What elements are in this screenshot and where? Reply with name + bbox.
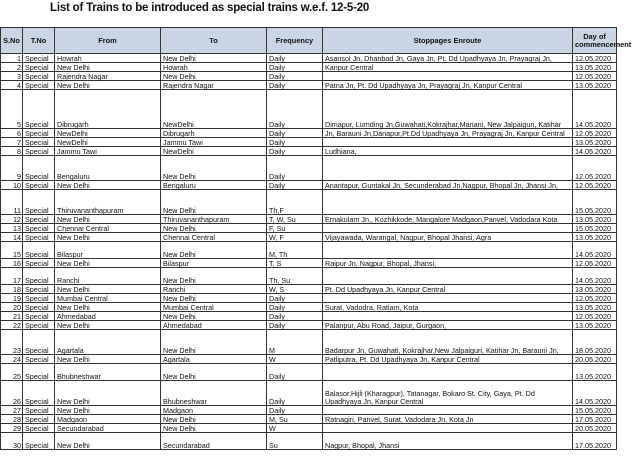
table-row xyxy=(1,147,617,156)
cell-from: New Delhi xyxy=(55,406,161,415)
sheet-title: List of Trains to be introduced as special trains w.e.f. 12-5-20 xyxy=(50,2,370,14)
cell-stoppages: Jn, Barauni Jn,Danapur,Pt.Dd Upadhyaya Jn, Prayagraj Jn, Kanpur Central xyxy=(323,129,573,138)
cell-sno: 12 xyxy=(1,215,23,224)
cell-sno: 7 xyxy=(1,138,23,147)
cell-tno: Special xyxy=(23,156,55,181)
cell-stoppages: Pt. Dd Upadhyaya Jn, Kanpur Central xyxy=(323,285,573,294)
cell-tno: Special xyxy=(23,81,55,90)
cell-from: New Delhi xyxy=(55,81,161,90)
cell-to: New Delhi xyxy=(161,190,267,215)
cell-tno: Special xyxy=(23,181,55,190)
cell-day: 17.05.2020 xyxy=(573,433,617,450)
cell-frequency: Daily xyxy=(267,321,323,330)
trains-table xyxy=(0,27,632,450)
cell-day: 15.05.2020 xyxy=(573,406,617,415)
cell-stoppages: Asansol Jn, Dhanbad Jn, Gaya Jn, Pt. Dd Upadhyaya Jn, Prayagraj Jn, xyxy=(323,54,573,63)
cell-from: New Delhi xyxy=(55,355,161,364)
cell-day: 12.05.2020 xyxy=(573,129,617,138)
cell-tno: Special xyxy=(23,242,55,259)
cell-from: New Delhi xyxy=(55,181,161,190)
table-row xyxy=(1,285,617,294)
cell-sno: 13 xyxy=(1,224,23,233)
table-row xyxy=(1,63,617,72)
cell-from: Dibrugarh xyxy=(55,90,161,129)
cell-to: Bilaspur xyxy=(161,259,267,268)
cell-frequency: Th,F xyxy=(267,190,323,215)
cell-to: New Delhi xyxy=(161,72,267,81)
table-row xyxy=(1,138,617,147)
cell-stoppages: Palanpur, Abu Road, Jaipur, Gurgaon, xyxy=(323,321,573,330)
table-row xyxy=(1,54,617,63)
cell-sno: 16 xyxy=(1,259,23,268)
cell-sno: 25 xyxy=(1,364,23,381)
cell-day: 13.05.2020 xyxy=(573,364,617,381)
cell-from: New Delhi xyxy=(55,433,161,450)
cell-frequency: Daily xyxy=(267,90,323,129)
cell-frequency: M xyxy=(267,330,323,355)
cell-frequency: Daily xyxy=(267,138,323,147)
cell-to: Chennai Central xyxy=(161,233,267,242)
cell-frequency: Daily xyxy=(267,303,323,312)
cell-from: New Delhi xyxy=(55,259,161,268)
cell-stoppages xyxy=(323,224,573,233)
cell-from: Madgaon xyxy=(55,415,161,424)
cell-tno: Special xyxy=(23,54,55,63)
cell-frequency: Daily xyxy=(267,156,323,181)
cell-tno: Special xyxy=(23,294,55,303)
cell-frequency: Daily xyxy=(267,72,323,81)
cell-to: NewDelhi xyxy=(161,90,267,129)
table-row xyxy=(1,224,617,233)
cell-tno: Special xyxy=(23,224,55,233)
cell-from: Thiruvananthapuram xyxy=(55,190,161,215)
cell-sno: 18 xyxy=(1,285,23,294)
cell-stoppages xyxy=(323,242,573,259)
table-row xyxy=(1,406,617,415)
cell-day: 17.05.2020 xyxy=(573,415,617,424)
cell-from: New Delhi xyxy=(55,215,161,224)
cell-to: New Delhi xyxy=(161,156,267,181)
cell-sno: 9 xyxy=(1,156,23,181)
cell-to: Bhubneshwar xyxy=(161,381,267,406)
cell-to: New Delhi xyxy=(161,364,267,381)
cell-frequency: W xyxy=(267,424,323,433)
cell-day: 12.05.2020 xyxy=(573,259,617,268)
cell-day: 12.05.2020 xyxy=(573,72,617,81)
cell-day: 18.05.2020 xyxy=(573,330,617,355)
cell-stoppages: Ratnagiri, Panvel, Surat, Vadodara Jn, Kota Jn xyxy=(323,415,573,424)
cell-stoppages: Patna Jn, Pt. Dd Upadhyaya Jn, Prayagraj Jn, Kanpur Central xyxy=(323,81,573,90)
cell-stoppages xyxy=(323,138,573,147)
table-row xyxy=(1,312,617,321)
cell-frequency: W, S xyxy=(267,285,323,294)
col-header-day-of-commencement: Day of commencement xyxy=(573,28,617,54)
cell-to: Ranchi xyxy=(161,285,267,294)
table-row xyxy=(1,303,617,312)
col-header-tno: T.No xyxy=(23,28,55,54)
cell-day: 14.05.2020 xyxy=(573,381,617,406)
cell-day: 13.05.2020 xyxy=(573,285,617,294)
cell-tno: Special xyxy=(23,424,55,433)
cell-day: 12.05.2020 xyxy=(573,156,617,181)
cell-tno: Special xyxy=(23,364,55,381)
cell-sno: 6 xyxy=(1,129,23,138)
cell-from: NewDelhi xyxy=(55,129,161,138)
cell-sno: 10 xyxy=(1,181,23,190)
cell-sno: 4 xyxy=(1,81,23,90)
cell-from: Howrah xyxy=(55,54,161,63)
cell-day: 15.05.2020 xyxy=(573,190,617,215)
table-row xyxy=(1,381,617,406)
cell-sno: 29 xyxy=(1,424,23,433)
cell-frequency: W, F xyxy=(267,233,323,242)
cell-to: Thiruvananthapuram xyxy=(161,215,267,224)
cell-tno: Special xyxy=(23,355,55,364)
cell-frequency: F, Su xyxy=(267,224,323,233)
cell-tno: Special xyxy=(23,303,55,312)
cell-sno: 15 xyxy=(1,242,23,259)
col-header-to: To xyxy=(161,28,267,54)
cell-sno: 28 xyxy=(1,415,23,424)
cell-stoppages xyxy=(323,190,573,215)
cell-from: Ranchi xyxy=(55,268,161,285)
cell-stoppages xyxy=(323,72,573,81)
cell-from: Ahmedabad xyxy=(55,312,161,321)
table-row xyxy=(1,268,617,285)
cell-frequency: T, W, Su xyxy=(267,215,323,224)
table-row xyxy=(1,190,617,215)
cell-from: Mumbai Central xyxy=(55,294,161,303)
cell-tno: Special xyxy=(23,190,55,215)
cell-stoppages: Surat, Vadodra, Ratlam, Kota xyxy=(323,303,573,312)
cell-frequency: Daily xyxy=(267,147,323,156)
cell-from: New Delhi xyxy=(55,63,161,72)
cell-sno: 22 xyxy=(1,321,23,330)
cell-sno: 5 xyxy=(1,90,23,129)
cell-frequency: M, Su xyxy=(267,415,323,424)
cell-sno: 27 xyxy=(1,406,23,415)
table-row xyxy=(1,364,617,381)
cell-stoppages xyxy=(323,294,573,303)
cell-tno: Special xyxy=(23,90,55,129)
cell-tno: Special xyxy=(23,381,55,406)
cell-stoppages xyxy=(323,312,573,321)
cell-tno: Special xyxy=(23,233,55,242)
cell-tno: Special xyxy=(23,330,55,355)
cell-sno: 26 xyxy=(1,381,23,406)
col-header-from: From xyxy=(55,28,161,54)
cell-frequency: M, Th xyxy=(267,242,323,259)
col-header-frequency: Frequency xyxy=(267,28,323,54)
table-row xyxy=(1,242,617,259)
cell-to: Jammu Tawi xyxy=(161,138,267,147)
cell-day: 12.05.2020 xyxy=(573,294,617,303)
cell-tno: Special xyxy=(23,259,55,268)
cell-frequency: Daily xyxy=(267,406,323,415)
cell-day: 15.05.2020 xyxy=(573,224,617,233)
table-row xyxy=(1,330,617,355)
cell-sno: 14 xyxy=(1,233,23,242)
cell-from: NewDelhi xyxy=(55,138,161,147)
cell-stoppages: Ludhiana, xyxy=(323,147,573,156)
cell-to: Agartala xyxy=(161,355,267,364)
cell-tno: Special xyxy=(23,147,55,156)
cell-from: Rajendra Nagar xyxy=(55,72,161,81)
cell-day: 13.05.2020 xyxy=(573,303,617,312)
cell-to: Rajendra Nagar xyxy=(161,81,267,90)
cell-sno: 20 xyxy=(1,303,23,312)
cell-tno: Special xyxy=(23,63,55,72)
cell-sno: 30 xyxy=(1,433,23,450)
cell-sno: 24 xyxy=(1,355,23,364)
cell-frequency: Th, Su xyxy=(267,268,323,285)
cell-sno: 23 xyxy=(1,330,23,355)
table-row xyxy=(1,129,617,138)
cell-tno: Special xyxy=(23,433,55,450)
cell-from: Chennai Central xyxy=(55,224,161,233)
cell-day: 12.05.2020 xyxy=(573,181,617,190)
cell-to: New Delhi xyxy=(161,268,267,285)
cell-day: 14.05.2020 xyxy=(573,147,617,156)
cell-stoppages: Ernakulam Jn,, Kozhikkode, Mangalore Madgaon,Panvel, Vadodara Kota xyxy=(323,215,573,224)
table-row xyxy=(1,72,617,81)
cell-sno: 3 xyxy=(1,72,23,81)
cell-frequency: Daily xyxy=(267,181,323,190)
cell-stoppages xyxy=(323,156,573,181)
cell-tno: Special xyxy=(23,321,55,330)
cell-from: New Delhi xyxy=(55,381,161,406)
cell-day: 12.05.2020 xyxy=(573,312,617,321)
cell-to: New Delhi xyxy=(161,224,267,233)
cell-to: New Delhi xyxy=(161,424,267,433)
cell-tno: Special xyxy=(23,406,55,415)
cell-from: Agartala xyxy=(55,330,161,355)
cell-sno: 17 xyxy=(1,268,23,285)
cell-day: 14.05.2020 xyxy=(573,242,617,259)
cell-stoppages xyxy=(323,406,573,415)
cell-frequency: Daily xyxy=(267,312,323,321)
cell-sno: 19 xyxy=(1,294,23,303)
table-row xyxy=(1,90,617,129)
cell-day: 13.05.2020 xyxy=(573,138,617,147)
cell-day: 13.05.2020 xyxy=(573,233,617,242)
cell-frequency: T, S xyxy=(267,259,323,268)
table-row xyxy=(1,181,617,190)
table-row xyxy=(1,415,617,424)
cell-tno: Special xyxy=(23,312,55,321)
cell-stoppages: Anantapur, Guntakal Jn, Secunderabad Jn,Nagpur, Bhopal Jn, Jhansi Jn, xyxy=(323,181,573,190)
cell-from: Bilaspur xyxy=(55,242,161,259)
cell-to: Madgaon xyxy=(161,406,267,415)
cell-to: New Delhi xyxy=(161,54,267,63)
cell-to: New Delhi xyxy=(161,330,267,355)
cell-stoppages: Raipur Jn, Nagpur, Bhopal, Jhansi, xyxy=(323,259,573,268)
cell-sno: 11 xyxy=(1,190,23,215)
cell-day: 13.05.2020 xyxy=(573,63,617,72)
cell-tno: Special xyxy=(23,268,55,285)
cell-to: New Delhi xyxy=(161,415,267,424)
cell-to: Bengaluru xyxy=(161,181,267,190)
table-row xyxy=(1,424,617,433)
col-header-stoppages: Stoppages Enroute xyxy=(323,28,573,54)
cell-frequency: W xyxy=(267,355,323,364)
cell-from: Bengaluru xyxy=(55,156,161,181)
cell-frequency: Daily xyxy=(267,54,323,63)
cell-sno: 8 xyxy=(1,147,23,156)
cell-tno: Special xyxy=(23,215,55,224)
cell-from: Bhubneshwar xyxy=(55,364,161,381)
cell-stoppages: Dimapur, Lumding Jn,Guwahati,Kokrajhar,Mariani, New Jalpaiguri, Katihar xyxy=(323,90,573,129)
table-row xyxy=(1,433,617,450)
cell-to: Mumbai Central xyxy=(161,303,267,312)
table-row xyxy=(1,294,617,303)
cell-frequency: Daily xyxy=(267,381,323,406)
cell-day: 20.05.2020 xyxy=(573,424,617,433)
table-row xyxy=(1,215,617,224)
cell-day: 14.05.2020 xyxy=(573,268,617,285)
cell-tno: Special xyxy=(23,72,55,81)
cell-frequency: Daily xyxy=(267,63,323,72)
cell-to: Secundarabad xyxy=(161,433,267,450)
table-row xyxy=(1,156,617,181)
cell-sno: 1 xyxy=(1,54,23,63)
cell-to: New Delhi xyxy=(161,294,267,303)
cell-day: 20.05.2020 xyxy=(573,355,617,364)
cell-frequency: Daily xyxy=(267,81,323,90)
cell-tno: Special xyxy=(23,415,55,424)
cell-stoppages: Balasor,Hijli (Kharagpur), Tatanagar, Bokaro St. City, Gaya, Pt. Dd Upadhyaya Jn, Kanpur Central xyxy=(323,381,573,406)
cell-to: New Delhi xyxy=(161,312,267,321)
header-row xyxy=(1,28,617,54)
cell-day: 13.05.2020 xyxy=(573,321,617,330)
cell-stoppages: Vijayawada, Warangal, Nagpur, Bhopal Jhansi, Agra xyxy=(323,233,573,242)
cell-from: New Delhi xyxy=(55,233,161,242)
cell-sno: 2 xyxy=(1,63,23,72)
cell-stoppages: Badarpur Jn, Guwahati, Kokrajhar,New Jalpaiguri, Katihar Jn, Barauni Jn, xyxy=(323,330,573,355)
cell-day: 14.05.2020 xyxy=(573,90,617,129)
cell-stoppages: Kanpur Central xyxy=(323,63,573,72)
cell-to: Ahmedabad xyxy=(161,321,267,330)
cell-from: Jammu Tawi xyxy=(55,147,161,156)
cell-frequency: Daily xyxy=(267,129,323,138)
table-row xyxy=(1,259,617,268)
cell-stoppages: Nagpur, Bhopal, Jhansi xyxy=(323,433,573,450)
table-row xyxy=(1,355,617,364)
col-header-sno: S.No xyxy=(1,28,23,54)
cell-day: 13.05.2020 xyxy=(573,215,617,224)
cell-tno: Special xyxy=(23,285,55,294)
cell-stoppages xyxy=(323,268,573,285)
cell-from: New Delhi xyxy=(55,321,161,330)
cell-stoppages xyxy=(323,364,573,381)
cell-to: Dibrugarh xyxy=(161,129,267,138)
cell-from: New Delhi xyxy=(55,303,161,312)
cell-day: 13.05.2020 xyxy=(573,81,617,90)
table-row xyxy=(1,321,617,330)
cell-day: 12.05.2020 xyxy=(573,54,617,63)
table-body xyxy=(1,54,617,450)
cell-from: New Delhi xyxy=(55,285,161,294)
cell-stoppages xyxy=(323,424,573,433)
cell-stoppages: Patliputra, Pt. Dd Upadhyaya Jn, Kanpur Central xyxy=(323,355,573,364)
cell-tno: Special xyxy=(23,138,55,147)
cell-frequency: Su xyxy=(267,433,323,450)
cell-frequency: Daily xyxy=(267,294,323,303)
cell-sno: 21 xyxy=(1,312,23,321)
cell-to: NewDelhi xyxy=(161,147,267,156)
cell-to: New Delhi xyxy=(161,242,267,259)
table-row xyxy=(1,233,617,242)
cell-from: Secundarabad xyxy=(55,424,161,433)
table-row xyxy=(1,81,617,90)
cell-to: Howrah xyxy=(161,63,267,72)
cell-tno: Special xyxy=(23,129,55,138)
cell-frequency: Daily xyxy=(267,364,323,381)
